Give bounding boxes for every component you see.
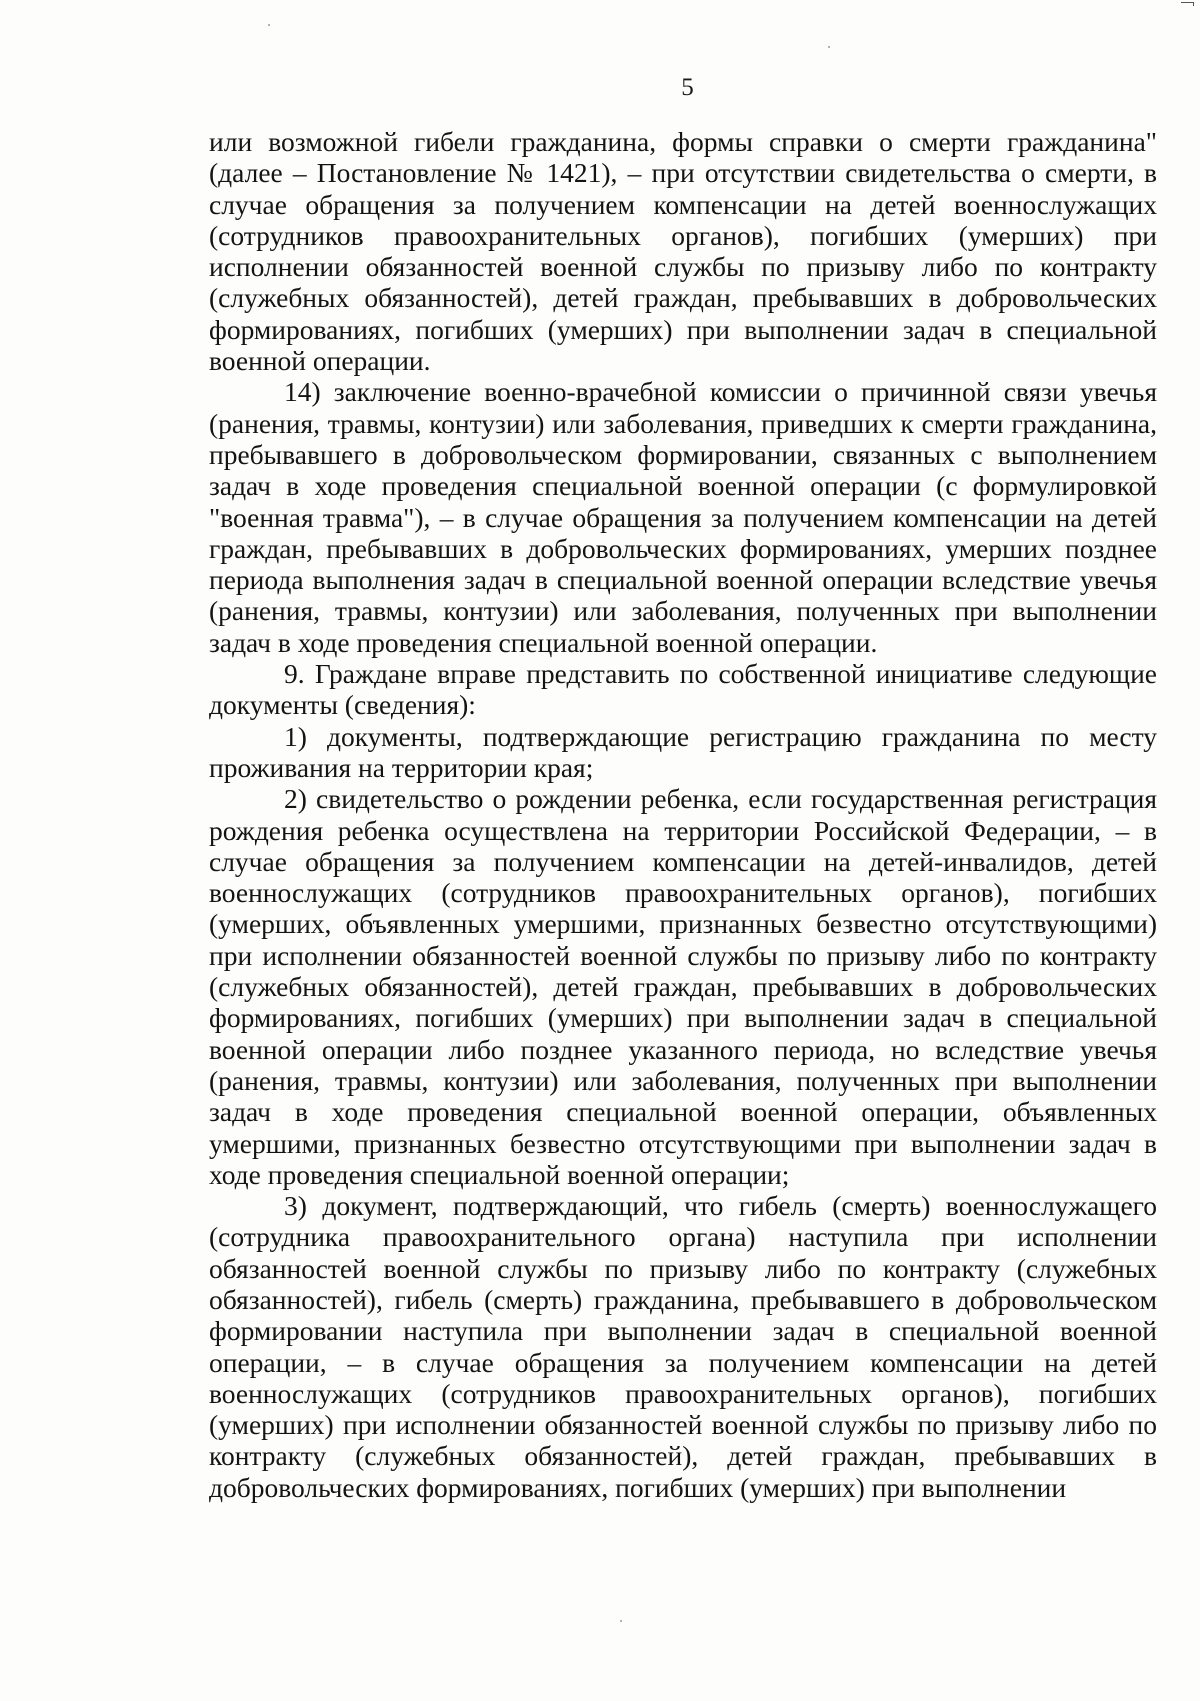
paragraph-item-1: 1) документы, подтверждающие регистрацию гражданина по месту проживания на территории края; xyxy=(209,720,1157,783)
document-body xyxy=(209,126,1157,1503)
page-number: 5 xyxy=(681,74,694,101)
scan-speck xyxy=(620,1620,622,1622)
paragraph-item-3: 3) документ, подтверждающий, что гибель (смерть) военнослужащего (сотрудника правоохранительного органа) наступила при исполнении обязанностей военной службы по призыву либо по контракту (служебных обязанностей), гибель (смерть) гражданина, пребывавшего в добровольческом формировании наступила при выполнении задач в специальной военной операции, – в случае обращения за получением компенсации на детей военнослужащих (сотрудников правоохранительных органов), погибших (умерших) при исполнении обязанностей военной службы по призыву либо по контракту (служебных обязанностей), детей граждан, пребывавших в добровольческих формированиях, погибших (умерших) при выполнении xyxy=(209,1190,1157,1503)
paragraph-item-2: 2) свидетельство о рождении ребенка, если государственная регистрация рождения ребенка осуществлена на территории Российской Федерации, – в случае обращения за получением компенсации на детей-инвалидов, детей военнослужащих (сотрудников правоохранительных органов), погибших (умерших, объявленных умершими, признанных безвестно отсутствующими) при исполнении обязанностей военной службы по призыву либо по контракту (служебных обязанностей), детей граждан, пребывавших в добровольческих формированиях, погибших (умерших) при выполнении задач в специальной военной операции либо позднее указанного периода, но вследствие увечья (ранения, травмы, контузии) или заболевания, полученных при выполнении задач в ходе проведения специальной военной операции, объявленных умершими, признанных безвестно отсутствующими при выполнении задач в ходе проведения специальной военной операции; xyxy=(209,783,1157,1190)
paragraph-item-14: 14) заключение военно-врачебной комиссии о причинной связи увечья (ранения, травмы, контузии) или заболевания, приведших к смерти гражданина, пребывавшего в добровольческом формировании, связанных с выполнением задач в ходе проведения специальной военной операции (с формулировкой "военная травма"), – в случае обращения за получением компенсации на детей граждан, пребывавших в добровольческих формированиях, умерших позднее периода выполнения задач в специальной военной операции вследствие увечья (ранения, травмы, контузии) или заболевания, полученных при выполнении задач в ходе проведения специальной военной операции. xyxy=(209,376,1157,658)
scan-speck xyxy=(268,24,270,26)
paragraph-continuation: или возможной гибели гражданина, формы справки о смерти гражданина" (далее – Постановление № 1421), – при отсутствии свидетельства о смерти, в случае обращения за получением компенсации на детей военнослужащих (сотрудников правоохранительных органов), погибших (умерших) при исполнении обязанностей военной службы по призыву либо по контракту (служебных обязанностей), детей граждан, пребывавших в добровольческих формированиях, погибших (умерших) при выполнении задач в специальной военной операции. xyxy=(209,126,1157,377)
scan-corner-mark xyxy=(1181,2,1194,6)
scan-speck xyxy=(828,46,830,48)
paragraph-section-9: 9. Граждане вправе представить по собственной инициативе следующие документы (сведения): xyxy=(209,658,1157,721)
